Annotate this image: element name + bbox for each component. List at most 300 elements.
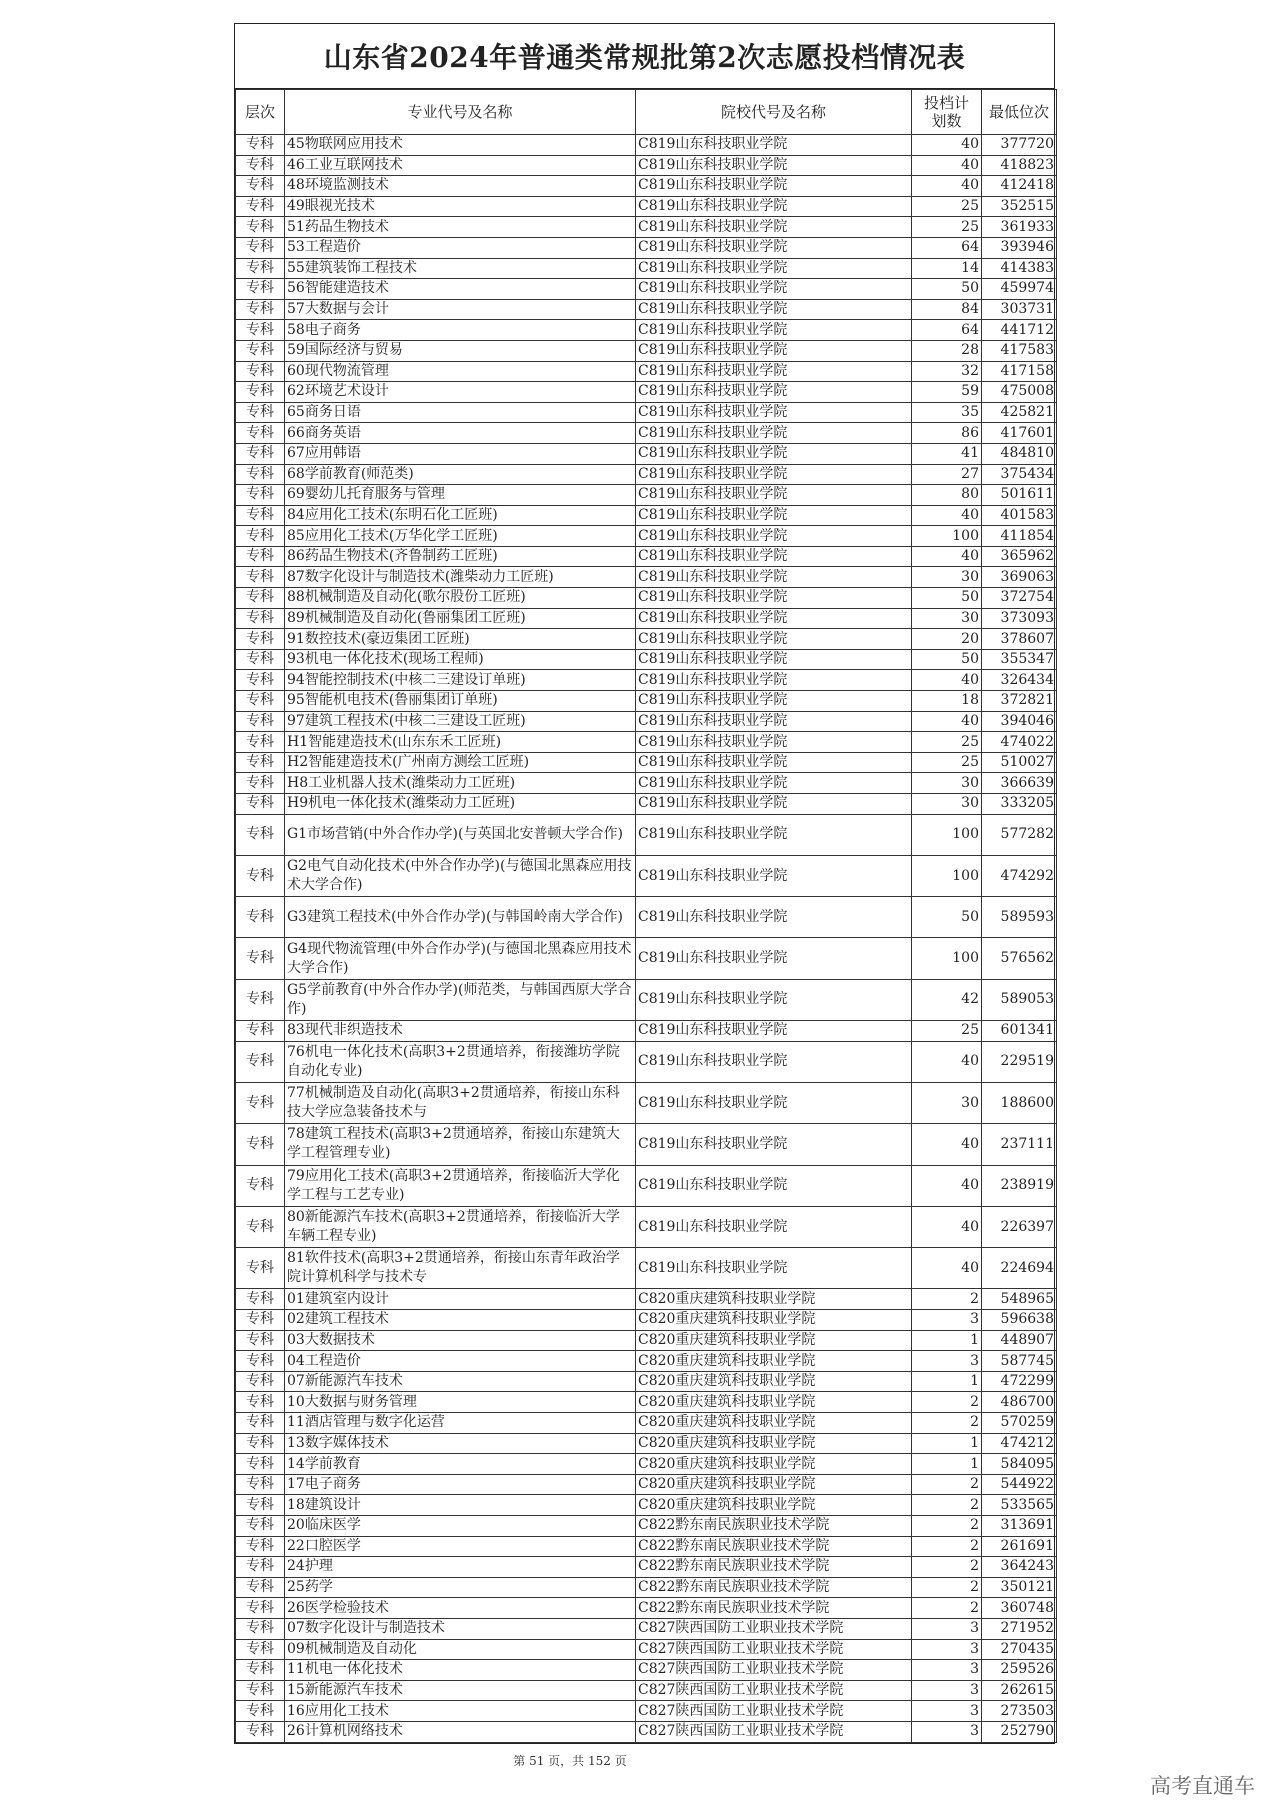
cell-level: 专科 (236, 1021, 285, 1042)
cell-plan-count: 25 (912, 196, 982, 217)
cell-level: 专科 (236, 649, 285, 670)
cell-min-rank: 252790 (982, 1721, 1057, 1742)
cell-min-rank: 394046 (982, 711, 1057, 732)
cell-school: C819山东科技职业学院 (636, 526, 912, 547)
table-row (236, 1474, 1057, 1495)
cell-plan-count: 3 (912, 1660, 982, 1681)
cell-min-rank: 570259 (982, 1413, 1057, 1434)
cell-school: C819山东科技职业学院 (636, 485, 912, 506)
cell-min-rank: 365962 (982, 546, 1057, 567)
table-row (236, 237, 1057, 258)
cell-min-rank: 364243 (982, 1557, 1057, 1578)
cell-major: 26医学检验技术 (285, 1598, 636, 1619)
cell-plan-count: 3 (912, 1618, 982, 1639)
cell-level: 专科 (236, 382, 285, 403)
cell-min-rank: 313691 (982, 1515, 1057, 1536)
table-row (236, 1021, 1057, 1042)
cell-major: 62环境艺术设计 (285, 382, 636, 403)
cell-school: C819山东科技职业学院 (636, 505, 912, 526)
table-row (236, 1124, 1057, 1165)
cell-min-rank: 596638 (982, 1310, 1057, 1331)
table-row (236, 382, 1057, 403)
cell-min-rank: 237111 (982, 1124, 1057, 1165)
cell-school: C822黔东南民族职业技术学院 (636, 1598, 912, 1619)
cell-level: 专科 (236, 1041, 285, 1082)
table-row (236, 320, 1057, 341)
cell-school: C819山东科技职业学院 (636, 1041, 912, 1082)
cell-level: 专科 (236, 1289, 285, 1310)
cell-level: 专科 (236, 1371, 285, 1392)
cell-level: 专科 (236, 938, 285, 979)
cell-plan-count: 50 (912, 897, 982, 938)
page-number: 第 51 页，共 152 页 (513, 1754, 627, 1768)
cell-school: C819山东科技职业学院 (636, 1021, 912, 1042)
cell-min-rank: 459974 (982, 279, 1057, 300)
cell-min-rank: 414383 (982, 258, 1057, 279)
cell-level: 专科 (236, 1660, 285, 1681)
cell-plan-count: 30 (912, 567, 982, 588)
cell-plan-count: 59 (912, 382, 982, 403)
table-row (236, 217, 1057, 238)
cell-major: 16应用化工技术 (285, 1701, 636, 1722)
table-row (236, 299, 1057, 320)
cell-level: 专科 (236, 670, 285, 691)
cell-min-rank: 417601 (982, 423, 1057, 444)
cell-school: C820重庆建筑科技职业学院 (636, 1330, 912, 1351)
cell-min-rank: 474292 (982, 855, 1057, 896)
cell-school: C819山东科技职业学院 (636, 814, 912, 855)
cell-school: C822黔东南民族职业技术学院 (636, 1577, 912, 1598)
cell-min-rank: 238919 (982, 1165, 1057, 1206)
cell-min-rank: 378607 (982, 629, 1057, 650)
table-row (236, 279, 1057, 300)
cell-plan-count: 86 (912, 423, 982, 444)
cell-school: C827陕西国防工业职业技术学院 (636, 1639, 912, 1660)
cell-plan-count: 40 (912, 711, 982, 732)
cell-plan-count: 40 (912, 546, 982, 567)
cell-major: 07新能源汽车技术 (285, 1371, 636, 1392)
cell-level: 专科 (236, 1515, 285, 1536)
cell-min-rank: 544922 (982, 1474, 1057, 1495)
cell-major: 60现代物流管理 (285, 361, 636, 382)
cell-min-rank: 472299 (982, 1371, 1057, 1392)
cell-min-rank: 226397 (982, 1206, 1057, 1247)
cell-major: 17电子商务 (285, 1474, 636, 1495)
cell-min-rank: 360748 (982, 1598, 1057, 1619)
cell-level: 专科 (236, 814, 285, 855)
table-row (236, 649, 1057, 670)
header-level: 层次 (236, 90, 285, 135)
table-row (236, 1165, 1057, 1206)
cell-plan-count: 18 (912, 691, 982, 712)
cell-min-rank: 393946 (982, 237, 1057, 258)
cell-major: 14学前教育 (285, 1454, 636, 1475)
cell-major: 79应用化工技术(高职3+2贯通培养，衔接临沂大学化学工程与工艺专业) (285, 1165, 636, 1206)
cell-major: H2智能建造技术(广州南方测绘工匠班) (285, 752, 636, 773)
table-row (236, 1433, 1057, 1454)
cell-school: C819山东科技职业学院 (636, 176, 912, 197)
cell-level: 专科 (236, 1124, 285, 1165)
cell-level: 专科 (236, 279, 285, 300)
table-row (236, 567, 1057, 588)
cell-level: 专科 (236, 979, 285, 1020)
table-row (236, 1351, 1057, 1372)
cell-min-rank: 229519 (982, 1041, 1057, 1082)
cell-min-rank: 576562 (982, 938, 1057, 979)
cell-level: 专科 (236, 546, 285, 567)
cell-school: C819山东科技职业学院 (636, 938, 912, 979)
cell-plan-count: 40 (912, 1206, 982, 1247)
cell-level: 专科 (236, 340, 285, 361)
cell-plan-count: 25 (912, 217, 982, 238)
table-row (236, 340, 1057, 361)
table-row (236, 155, 1057, 176)
cell-level: 专科 (236, 1557, 285, 1578)
cell-school: C819山东科技职业学院 (636, 670, 912, 691)
cell-major: 11机电一体化技术 (285, 1660, 636, 1681)
cell-level: 专科 (236, 1474, 285, 1495)
cell-school: C819山东科技职业学院 (636, 629, 912, 650)
cell-level: 专科 (236, 691, 285, 712)
cell-plan-count: 3 (912, 1639, 982, 1660)
cell-level: 专科 (236, 1248, 285, 1289)
cell-major: 80新能源汽车技术(高职3+2贯通培养，衔接临沂大学车辆工程专业) (285, 1206, 636, 1247)
cell-level: 专科 (236, 1330, 285, 1351)
cell-min-rank: 261691 (982, 1536, 1057, 1557)
cell-school: C819山东科技职业学院 (636, 1206, 912, 1247)
cell-major: 13数字媒体技术 (285, 1433, 636, 1454)
cell-school: C820重庆建筑科技职业学院 (636, 1413, 912, 1434)
cell-level: 专科 (236, 711, 285, 732)
cell-plan-count: 27 (912, 464, 982, 485)
cell-level: 专科 (236, 299, 285, 320)
cell-school: C819山东科技职业学院 (636, 279, 912, 300)
cell-major: 66商务英语 (285, 423, 636, 444)
cell-level: 专科 (236, 402, 285, 423)
cell-school: C819山东科技职业学院 (636, 897, 912, 938)
cell-plan-count: 40 (912, 1165, 982, 1206)
table-row (236, 1392, 1057, 1413)
table-row (236, 1413, 1057, 1434)
cell-major: 20临床医学 (285, 1515, 636, 1536)
cell-major: 45物联网应用技术 (285, 135, 636, 156)
table-row (236, 423, 1057, 444)
cell-min-rank: 259526 (982, 1660, 1057, 1681)
cell-school: C820重庆建筑科技职业学院 (636, 1433, 912, 1454)
cell-min-rank: 417158 (982, 361, 1057, 382)
cell-level: 专科 (236, 773, 285, 794)
cell-major: G1市场营销(中外合作办学)(与英国北安普顿大学合作) (285, 814, 636, 855)
cell-major: 48环境监测技术 (285, 176, 636, 197)
table-row (236, 1639, 1057, 1660)
cell-level: 专科 (236, 629, 285, 650)
cell-school: C819山东科技职业学院 (636, 196, 912, 217)
table-row (236, 176, 1057, 197)
cell-major: 65商务日语 (285, 402, 636, 423)
cell-school: C820重庆建筑科技职业学院 (636, 1289, 912, 1310)
cell-min-rank: 533565 (982, 1495, 1057, 1516)
cell-level: 专科 (236, 505, 285, 526)
cell-school: C822黔东南民族职业技术学院 (636, 1515, 912, 1536)
cell-plan-count: 2 (912, 1495, 982, 1516)
table-row (236, 1721, 1057, 1742)
cell-level: 专科 (236, 1680, 285, 1701)
table-row (236, 135, 1057, 156)
cell-major: 97建筑工程技术(中核二三建设工匠班) (285, 711, 636, 732)
table-row (236, 546, 1057, 567)
cell-school: C819山东科技职业学院 (636, 382, 912, 403)
cell-plan-count: 100 (912, 938, 982, 979)
cell-plan-count: 1 (912, 1330, 982, 1351)
table-row (236, 897, 1057, 938)
cell-min-rank: 352515 (982, 196, 1057, 217)
table-row (236, 855, 1057, 896)
cell-plan-count: 40 (912, 1041, 982, 1082)
cell-min-rank: 411854 (982, 526, 1057, 547)
admission-table (235, 89, 1057, 1743)
cell-min-rank: 224694 (982, 1248, 1057, 1289)
cell-major: G3建筑工程技术(中外合作办学)(与韩国岭南大学合作) (285, 897, 636, 938)
cell-major: 04工程造价 (285, 1351, 636, 1372)
cell-plan-count: 100 (912, 526, 982, 547)
cell-level: 专科 (236, 1413, 285, 1434)
cell-major: 59国际经济与贸易 (285, 340, 636, 361)
cell-plan-count: 80 (912, 485, 982, 506)
cell-min-rank: 584095 (982, 1454, 1057, 1475)
cell-level: 专科 (236, 732, 285, 753)
cell-min-rank: 188600 (982, 1082, 1057, 1123)
cell-plan-count: 84 (912, 299, 982, 320)
cell-level: 专科 (236, 567, 285, 588)
cell-major: 56智能建造技术 (285, 279, 636, 300)
cell-school: C819山东科技职业学院 (636, 1165, 912, 1206)
cell-plan-count: 50 (912, 649, 982, 670)
cell-min-rank: 377720 (982, 135, 1057, 156)
cell-plan-count: 40 (912, 1124, 982, 1165)
cell-school: C819山东科技职业学院 (636, 608, 912, 629)
table-row (236, 1701, 1057, 1722)
cell-major: G5学前教育(中外合作办学)(师范类，与韩国西原大学合作) (285, 979, 636, 1020)
cell-major: 46工业互联网技术 (285, 155, 636, 176)
cell-major: 93机电一体化技术(现场工程师) (285, 649, 636, 670)
cell-plan-count: 42 (912, 979, 982, 1020)
cell-major: 09机械制造及自动化 (285, 1639, 636, 1660)
cell-school: C819山东科技职业学院 (636, 464, 912, 485)
cell-plan-count: 3 (912, 1351, 982, 1372)
cell-min-rank: 333205 (982, 794, 1057, 815)
header-major: 专业代号及名称 (285, 90, 636, 135)
cell-min-rank: 417583 (982, 340, 1057, 361)
cell-plan-count: 3 (912, 1310, 982, 1331)
cell-major: 84应用化工技术(东明石化工匠班) (285, 505, 636, 526)
cell-plan-count: 40 (912, 505, 982, 526)
table-row (236, 1577, 1057, 1598)
cell-min-rank: 475008 (982, 382, 1057, 403)
table-row (236, 505, 1057, 526)
table-row (236, 1495, 1057, 1516)
cell-min-rank: 474212 (982, 1433, 1057, 1454)
cell-level: 专科 (236, 1577, 285, 1598)
table-row (236, 629, 1057, 650)
header-row (236, 90, 1057, 135)
cell-level: 专科 (236, 608, 285, 629)
cell-level: 专科 (236, 1165, 285, 1206)
cell-level: 专科 (236, 752, 285, 773)
cell-school: C820重庆建筑科技职业学院 (636, 1495, 912, 1516)
cell-plan-count: 3 (912, 1701, 982, 1722)
cell-min-rank: 303731 (982, 299, 1057, 320)
cell-major: 25药学 (285, 1577, 636, 1598)
cell-min-rank: 474022 (982, 732, 1057, 753)
table-row (236, 1598, 1057, 1619)
cell-school: C819山东科技职业学院 (636, 361, 912, 382)
cell-school: C819山东科技职业学院 (636, 402, 912, 423)
cell-major: 58电子商务 (285, 320, 636, 341)
cell-min-rank: 372754 (982, 588, 1057, 609)
cell-school: C827陕西国防工业职业技术学院 (636, 1618, 912, 1639)
cell-plan-count: 2 (912, 1557, 982, 1578)
cell-school: C820重庆建筑科技职业学院 (636, 1310, 912, 1331)
cell-plan-count: 25 (912, 752, 982, 773)
cell-major: G4现代物流管理(中外合作办学)(与德国北黑森应用技术大学合作) (285, 938, 636, 979)
table-row (236, 1454, 1057, 1475)
cell-school: C819山东科技职业学院 (636, 546, 912, 567)
cell-school: C819山东科技职业学院 (636, 752, 912, 773)
cell-min-rank: 270435 (982, 1639, 1057, 1660)
cell-level: 专科 (236, 443, 285, 464)
table-row (236, 732, 1057, 753)
cell-level: 专科 (236, 1618, 285, 1639)
table-row (236, 443, 1057, 464)
cell-min-rank: 548965 (982, 1289, 1057, 1310)
table-row (236, 1536, 1057, 1557)
cell-major: 67应用韩语 (285, 443, 636, 464)
table-row (236, 979, 1057, 1020)
table-row (236, 485, 1057, 506)
cell-major: 87数字化设计与制造技术(潍柴动力工匠班) (285, 567, 636, 588)
table-row (236, 1310, 1057, 1331)
cell-level: 专科 (236, 1310, 285, 1331)
table-row (236, 1248, 1057, 1289)
cell-school: C819山东科技职业学院 (636, 567, 912, 588)
cell-plan-count: 2 (912, 1515, 982, 1536)
cell-major: 68学前教育(师范类) (285, 464, 636, 485)
cell-school: C822黔东南民族职业技术学院 (636, 1557, 912, 1578)
cell-school: C820重庆建筑科技职业学院 (636, 1474, 912, 1495)
cell-major: 78建筑工程技术(高职3+2贯通培养，衔接山东建筑大学工程管理专业) (285, 1124, 636, 1165)
table-row (236, 258, 1057, 279)
table-row (236, 773, 1057, 794)
cell-plan-count: 14 (912, 258, 982, 279)
cell-plan-count: 1 (912, 1454, 982, 1475)
cell-school: C822黔东南民族职业技术学院 (636, 1536, 912, 1557)
cell-school: C820重庆建筑科技职业学院 (636, 1351, 912, 1372)
cell-major: 51药品生物技术 (285, 217, 636, 238)
cell-min-rank: 589053 (982, 979, 1057, 1020)
table-row (236, 1618, 1057, 1639)
cell-plan-count: 3 (912, 1721, 982, 1742)
cell-level: 专科 (236, 155, 285, 176)
cell-level: 专科 (236, 423, 285, 444)
cell-level: 专科 (236, 1701, 285, 1722)
cell-school: C819山东科技职业学院 (636, 423, 912, 444)
cell-school: C819山东科技职业学院 (636, 732, 912, 753)
cell-major: 55建筑装饰工程技术 (285, 258, 636, 279)
cell-major: 77机械制造及自动化(高职3+2贯通培养，衔接山东科技大学应急装备技术与 (285, 1082, 636, 1123)
cell-level: 专科 (236, 464, 285, 485)
cell-plan-count: 25 (912, 732, 982, 753)
cell-school: C819山东科技职业学院 (636, 1124, 912, 1165)
cell-plan-count: 40 (912, 155, 982, 176)
cell-plan-count: 3 (912, 1680, 982, 1701)
cell-major: 49眼视光技术 (285, 196, 636, 217)
cell-school: C819山东科技职业学院 (636, 588, 912, 609)
cell-level: 专科 (236, 588, 285, 609)
table-row (236, 1082, 1057, 1123)
cell-major: 57大数据与会计 (285, 299, 636, 320)
cell-level: 专科 (236, 526, 285, 547)
cell-school: C819山东科技职业学院 (636, 237, 912, 258)
cell-level: 专科 (236, 485, 285, 506)
cell-level: 专科 (236, 1206, 285, 1247)
table-row (236, 711, 1057, 732)
cell-major: 69婴幼儿托育服务与管理 (285, 485, 636, 506)
cell-min-rank: 425821 (982, 402, 1057, 423)
cell-school: C819山东科技职业学院 (636, 320, 912, 341)
table-row (236, 814, 1057, 855)
cell-level: 专科 (236, 1639, 285, 1660)
cell-min-rank: 510027 (982, 752, 1057, 773)
header-school: 院校代号及名称 (636, 90, 912, 135)
cell-level: 专科 (236, 320, 285, 341)
cell-major: 10大数据与财务管理 (285, 1392, 636, 1413)
cell-plan-count: 100 (912, 855, 982, 896)
cell-level: 专科 (236, 237, 285, 258)
cell-min-rank: 501611 (982, 485, 1057, 506)
cell-level: 专科 (236, 196, 285, 217)
cell-school: C820重庆建筑科技职业学院 (636, 1454, 912, 1475)
cell-plan-count: 28 (912, 340, 982, 361)
cell-plan-count: 1 (912, 1371, 982, 1392)
cell-plan-count: 40 (912, 176, 982, 197)
watermark: 高考直通车 (1150, 1774, 1255, 1798)
cell-level: 专科 (236, 897, 285, 938)
table-row (236, 526, 1057, 547)
cell-school: C819山东科技职业学院 (636, 855, 912, 896)
cell-plan-count: 2 (912, 1577, 982, 1598)
cell-major: 76机电一体化技术(高职3+2贯通培养，衔接潍坊学院自动化专业) (285, 1041, 636, 1082)
cell-school: C819山东科技职业学院 (636, 979, 912, 1020)
cell-min-rank: 448907 (982, 1330, 1057, 1351)
cell-major: 18建筑设计 (285, 1495, 636, 1516)
cell-min-rank: 577282 (982, 814, 1057, 855)
cell-major: 22口腔医学 (285, 1536, 636, 1557)
cell-major: 15新能源汽车技术 (285, 1680, 636, 1701)
cell-plan-count: 25 (912, 1021, 982, 1042)
cell-plan-count: 40 (912, 1248, 982, 1289)
table-row (236, 464, 1057, 485)
cell-major: 24护理 (285, 1557, 636, 1578)
cell-major: H8工业机器人技术(潍柴动力工匠班) (285, 773, 636, 794)
cell-school: C819山东科技职业学院 (636, 773, 912, 794)
cell-major: 88机械制造及自动化(歌尔股份工匠班) (285, 588, 636, 609)
cell-plan-count: 32 (912, 361, 982, 382)
cell-major: 95智能机电技术(鲁丽集团订单班) (285, 691, 636, 712)
cell-plan-count: 2 (912, 1474, 982, 1495)
cell-major: G2电气自动化技术(中外合作办学)(与德国北黑森应用技术大学合作) (285, 855, 636, 896)
table-row (236, 794, 1057, 815)
cell-min-rank: 361933 (982, 217, 1057, 238)
